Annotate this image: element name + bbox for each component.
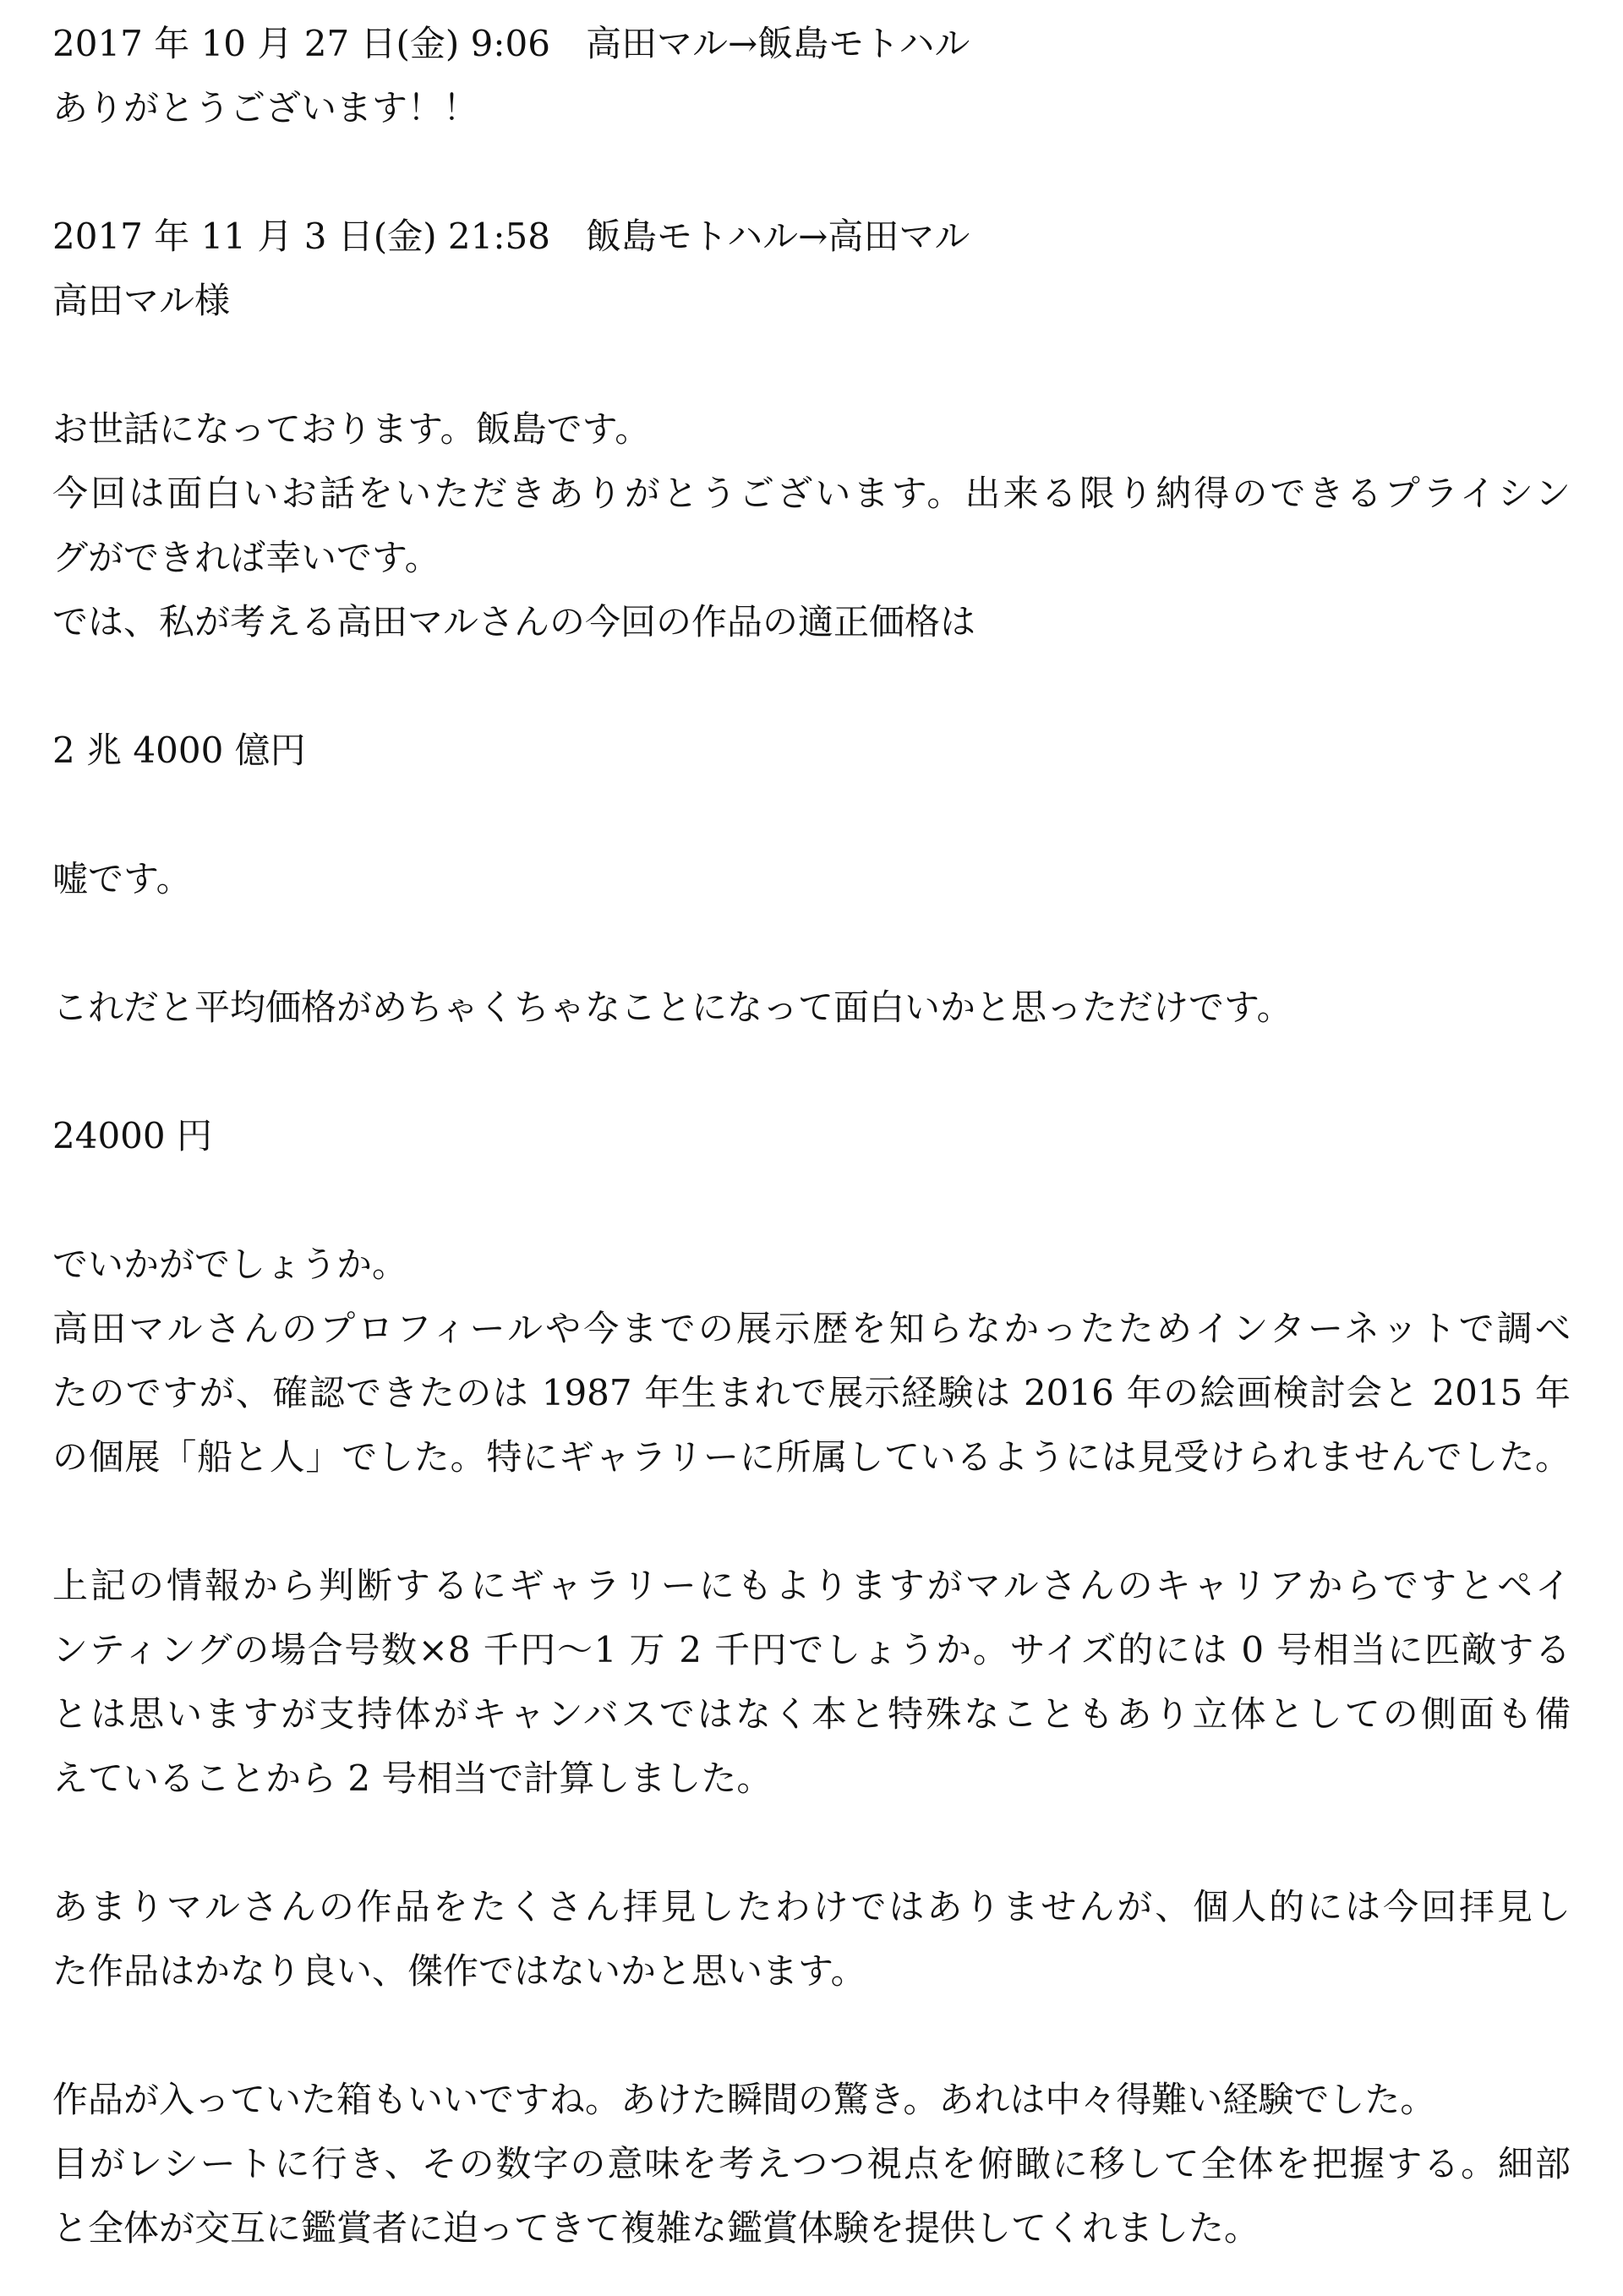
text-line: でいかがでしょうか。 bbox=[52, 1244, 408, 1285]
price-line: 2 兆 4000 億円 bbox=[52, 730, 306, 771]
text-line: では、私が考える高田マルさんの今回の作品の適正価格は bbox=[52, 601, 976, 642]
price-line: 24000 円 bbox=[52, 1115, 212, 1156]
text-line: これだと平均価格がめちゃくちゃなことになって面白いかと思っただけです。 bbox=[52, 987, 1292, 1028]
text-line: の個展「船と人」でした。特にギャラリーに所属しているようには見受けられませんでした。 bbox=[52, 1436, 1571, 1478]
paragraph bbox=[52, 719, 1623, 783]
paragraph bbox=[52, 976, 1623, 1040]
text-line: 今回は面白いお話をいただきありがとうございます。出来る限り納得のできるプライシン bbox=[52, 473, 1571, 514]
text-line: とは思いますが支持体がキャンバスではなく本と特殊なこともあり立体としての側面も備 bbox=[52, 1693, 1571, 1735]
text-line: ありがとうございます！！ bbox=[52, 87, 479, 128]
paragraph bbox=[52, 1104, 1623, 1168]
message-header-line: 2017 年 10 月 27 日(金) 9:06 高田マル→飯島モトハル bbox=[52, 23, 970, 64]
text-line: 上記の情報から判断するにギャラリーにもよりますがマルさんのキャリアからですとペイ bbox=[52, 1565, 1571, 1606]
text-line: えていることから 2 号相当で計算しました。 bbox=[52, 1758, 773, 1799]
paragraph bbox=[52, 847, 1623, 911]
message-block-reply bbox=[52, 12, 1623, 140]
text-line: と全体が交互に鑑賞者に迫ってきて複雑な鑑賞体験を提供してくれました。 bbox=[52, 2207, 1260, 2249]
paragraph bbox=[52, 1875, 1623, 2004]
salutation: 高田マル様 bbox=[52, 280, 231, 321]
text-line: た作品はかなり良い、傑作ではないかと思います。 bbox=[52, 1950, 866, 1992]
text-line: ンティングの場合号数×8 千円〜1 万 2 千円でしょうか。サイズ的には 0 号相当に匹敵する bbox=[52, 1629, 1571, 1670]
text-line: 嘘です。 bbox=[52, 858, 192, 899]
message-block-header bbox=[52, 205, 1623, 333]
paragraph bbox=[52, 1233, 1623, 1490]
paragraph bbox=[52, 1554, 1623, 1811]
text-line: 高田マルさんのプロフィールや今までの展示歴を知らなかったためインターネットで調べ bbox=[52, 1308, 1571, 1349]
paragraph bbox=[52, 397, 1623, 654]
text-line: 作品が入っていた箱もいいですね。あけた瞬間の驚き。あれは中々得難い経験でした。 bbox=[52, 2079, 1436, 2120]
text-line: あまりマルさんの作品をたくさん拝見したわけではありませんが、個人的には今回拝見し bbox=[52, 1886, 1571, 1927]
text-line: 目がレシートに行き、その数字の意味を考えつつ視点を俯瞰に移して全体を把握する。細部 bbox=[52, 2143, 1571, 2184]
text-line: お世話になっております。飯島です。 bbox=[52, 408, 651, 450]
message-header-line: 2017 年 11 月 3 日(金) 21:58 飯島モトハル→高田マル bbox=[52, 216, 970, 257]
text-line: グができれば幸いです。 bbox=[52, 537, 440, 578]
text-line: たのですが、確認できたのは 1987 年生まれで展示経験は 2016 年の絵画検討会と 2015 年 bbox=[52, 1372, 1571, 1413]
paragraph bbox=[52, 2068, 1623, 2260]
